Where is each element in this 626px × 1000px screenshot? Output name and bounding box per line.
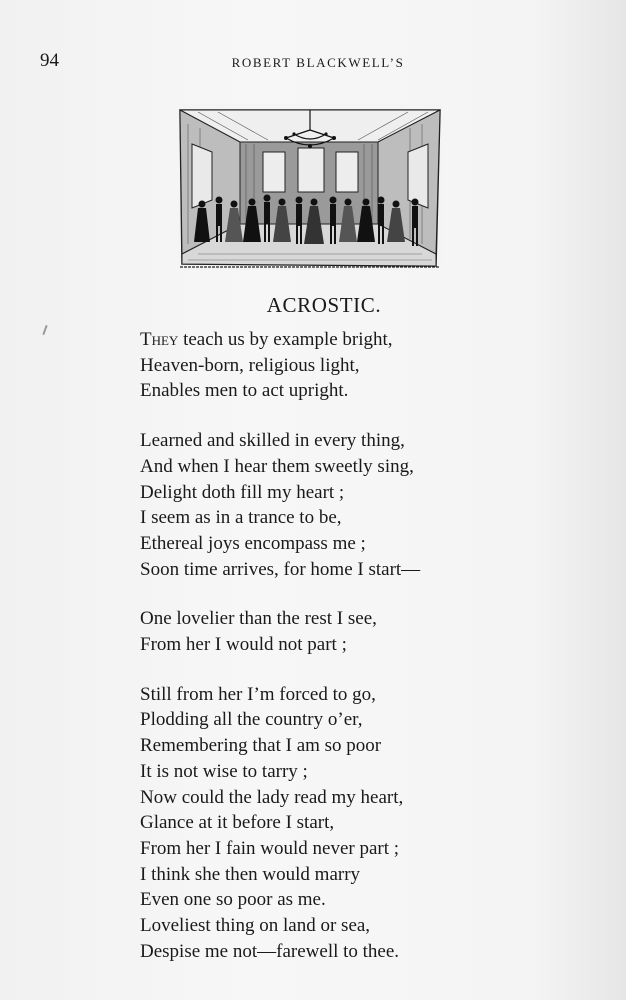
poem-line: I think she then would marry	[140, 863, 361, 885]
stanza-2	[140, 428, 580, 582]
stanza-3	[140, 606, 580, 657]
poem-line-lead: They	[140, 329, 179, 350]
poem-line: One lovelier than the rest I see,	[140, 608, 377, 630]
poem-line: Delight doth fill my heart ;	[140, 481, 345, 503]
poem-line: It is not wise to tarry ;	[140, 760, 308, 782]
poem-line: Plodding all the country o’er,	[140, 709, 363, 731]
poem-line: Still from her I’m forced to go,	[140, 683, 376, 705]
poem-line: Ethereal joys encompass me ;	[140, 532, 366, 554]
ballroom-dance-engraving-icon	[178, 104, 442, 270]
poem-body	[140, 327, 580, 988]
poem-line: Glance at it before I start,	[140, 812, 335, 834]
running-head: ROBERT BLACKWELL’S	[231, 55, 405, 70]
poem-line: And when I hear them sweetly sing,	[140, 455, 414, 477]
poem-title: ACROSTIC.	[266, 293, 382, 317]
poem-line: From her I fain would never part ;	[140, 837, 400, 859]
poem-line: Now could the lady read my heart,	[140, 786, 404, 808]
poem-line: Enables men to act upright.	[140, 380, 349, 402]
poem-line: Despise me not—farewell to thee.	[140, 940, 400, 962]
poem-line: Remembering that I am so poor	[140, 735, 382, 757]
poem-line	[140, 327, 580, 353]
poem-line: Loveliest thing on land or sea,	[140, 915, 371, 937]
paper-mark	[42, 325, 47, 335]
stanza-4	[140, 682, 580, 965]
poem-line: Heaven-born, religious light,	[140, 354, 360, 376]
stanza-1	[140, 327, 580, 404]
poem-line: Soon time arrives, for home I start—	[140, 558, 421, 580]
poem-line: Learned and skilled in every thing,	[140, 430, 405, 452]
poem-line: I seem as in a trance to be,	[140, 507, 342, 529]
poem-line: Even one so poor as me.	[140, 889, 326, 911]
page-number: 94	[40, 50, 59, 71]
poem-line-rest: teach us by example bright,	[178, 329, 393, 350]
poem-line: From her I would not part ;	[140, 634, 347, 656]
